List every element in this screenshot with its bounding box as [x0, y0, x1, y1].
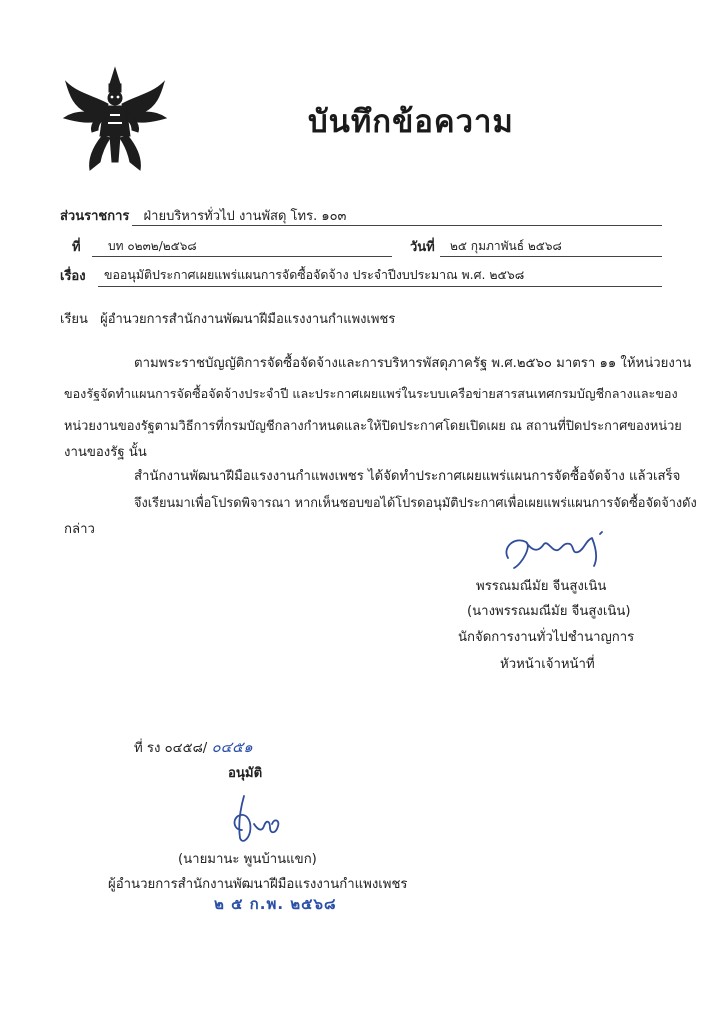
- agency-label: ส่วนราชการ: [60, 209, 130, 224]
- subject-underline: [98, 286, 662, 287]
- salutation-value: ผู้อำนวยการสำนักงานพัฒนาฝีมือแรงงานกำแพงเพชร: [100, 312, 396, 327]
- agency-value: ฝ่ายบริหารทั่วไป งานพัสดุ โทร. ๑๐๓: [143, 209, 347, 224]
- body-p1-line-2: ของรัฐจัดทำแผนการจัดซื้อจัดจ้างประจำปี และประกาศเผยแพร่ในระบบเครือข่ายสารสนเทศกรมบัญชีกลางและของ: [64, 386, 678, 401]
- date-value: ๒๕ กุมภาพันธ์ ๒๕๖๘: [450, 239, 562, 253]
- approval-ref: [134, 735, 253, 759]
- signer-role: หัวหน้าเจ้าหน้าที่: [500, 657, 595, 672]
- body-p2: สำนักงานพัฒนาฝีมือแรงงานกำแพงเพชร ได้จัดทำประกาศเผยแพร่แผนการจัดซื้อจัดจ้าง แล้วเสร็จ: [134, 469, 681, 484]
- subject-label: เรื่อง: [60, 269, 86, 284]
- salutation: [60, 308, 395, 329]
- garuda-emblem-icon: [64, 66, 166, 172]
- signer-name: พรรณมณีมัย จีนสูงเนิน: [476, 579, 607, 594]
- ref-value: บท ๐๒๓๒/๒๕๖๘: [108, 239, 197, 253]
- signer-signature: [500, 528, 610, 578]
- body-p1-line-3: หน่วยงานของรัฐตามวิธีการที่กรมบัญชีกลางกำหนดและให้ปิดประกาศโดยเปิดเผย ณ สถานที่ปิดประกาศของหน่วย: [64, 419, 682, 434]
- approver-position: ผู้อำนวยการสำนักงานพัฒนาฝีมือแรงงานกำแพงเพชร: [108, 877, 408, 892]
- approval-ref-handwritten: ๐๔๕๑: [211, 738, 253, 756]
- date-label: วันที่: [410, 240, 435, 255]
- approval-date-stamp: ๒ ๕ ก.พ. ๒๕๖๘: [214, 895, 337, 913]
- ref-label: ที่: [72, 240, 81, 255]
- body-p3-line-1: จึงเรียนมาเพื่อโปรดพิจารณา หากเห็นชอบขอได้โปรดอนุมัติประกาศเพื่อเผยแพร่แผนการจัดซื้อจัดจ้างดัง: [134, 496, 697, 511]
- approver-name: (นายมานะ พูนบ้านแขก): [178, 852, 317, 867]
- signer-position: นักจัดการงานทั่วไปชำนาญการ: [458, 630, 635, 645]
- agency-row: [60, 205, 346, 226]
- approver-signature: [224, 790, 294, 850]
- ref-underline: [92, 256, 392, 257]
- date-underline: [440, 256, 662, 257]
- body-p1-line-1: ตามพระราชบัญญัติการจัดซื้อจัดจ้างและการบริหารพัสดุภาครัฐ พ.ศ.๒๕๖๐ มาตรา ๑๑ ให้หน่วยงาน: [134, 356, 692, 371]
- agency-underline: [132, 225, 662, 226]
- body-p3-line-2: กล่าว: [64, 522, 95, 537]
- body-p1-line-4: งานของรัฐ นั้น: [64, 445, 147, 460]
- document-title: บันทึกข้อความ: [308, 104, 514, 140]
- salutation-label: เรียน: [60, 312, 88, 327]
- approve-label: อนุมัติ: [228, 766, 263, 781]
- signer-full-name: (นางพรรณมณีมัย จีนสูงเนิน): [467, 604, 631, 619]
- approval-ref-printed: ที่ รง ๐๔๕๘/: [134, 741, 208, 756]
- subject-value: ขออนุมัติประกาศเผยแพร่แผนการจัดซื้อจัดจ้าง ประจำปีงบประมาณ พ.ศ. ๒๕๖๘: [104, 267, 525, 282]
